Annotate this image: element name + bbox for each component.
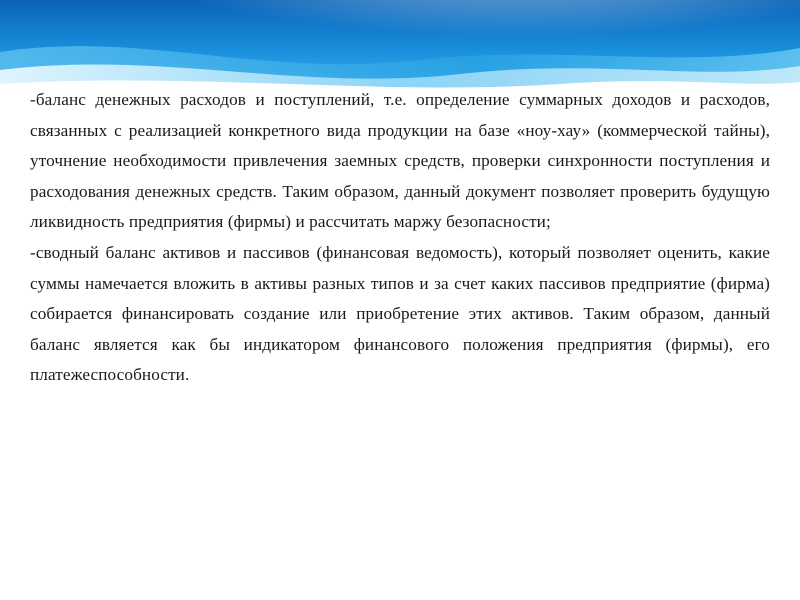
paragraph-assets-liabilities: -сводный баланс активов и пассивов (финансовая ведомость), который позволяет оценить, какие суммы намечается вложить в активы разных типов и за счет каких пассивов предприятие (фирма) собирается финансировать создание или приобретение этих активов. Таким образом, данный баланс является как бы индикатором финансового положения предприятия (фирмы), его платежеспособности. [30,242,770,385]
header-banner [0,0,800,92]
paragraph-cash-balance: -баланс денежных расходов и поступлений, т.е. определение суммарных доходов и расходов, связанных с реализацией конкретного вида продукции на базе «ноу-хау» (коммерческой тайны), уточнение необходимости привлечения заемных средств, проверки синхронности поступления и расходования денежных средств. Таким образом, данный документ позволяет проверить будущую ликвидность предприятия (фирмы) и рассчитать маржу безопасности; [30,90,770,232]
body-text [30,85,770,391]
